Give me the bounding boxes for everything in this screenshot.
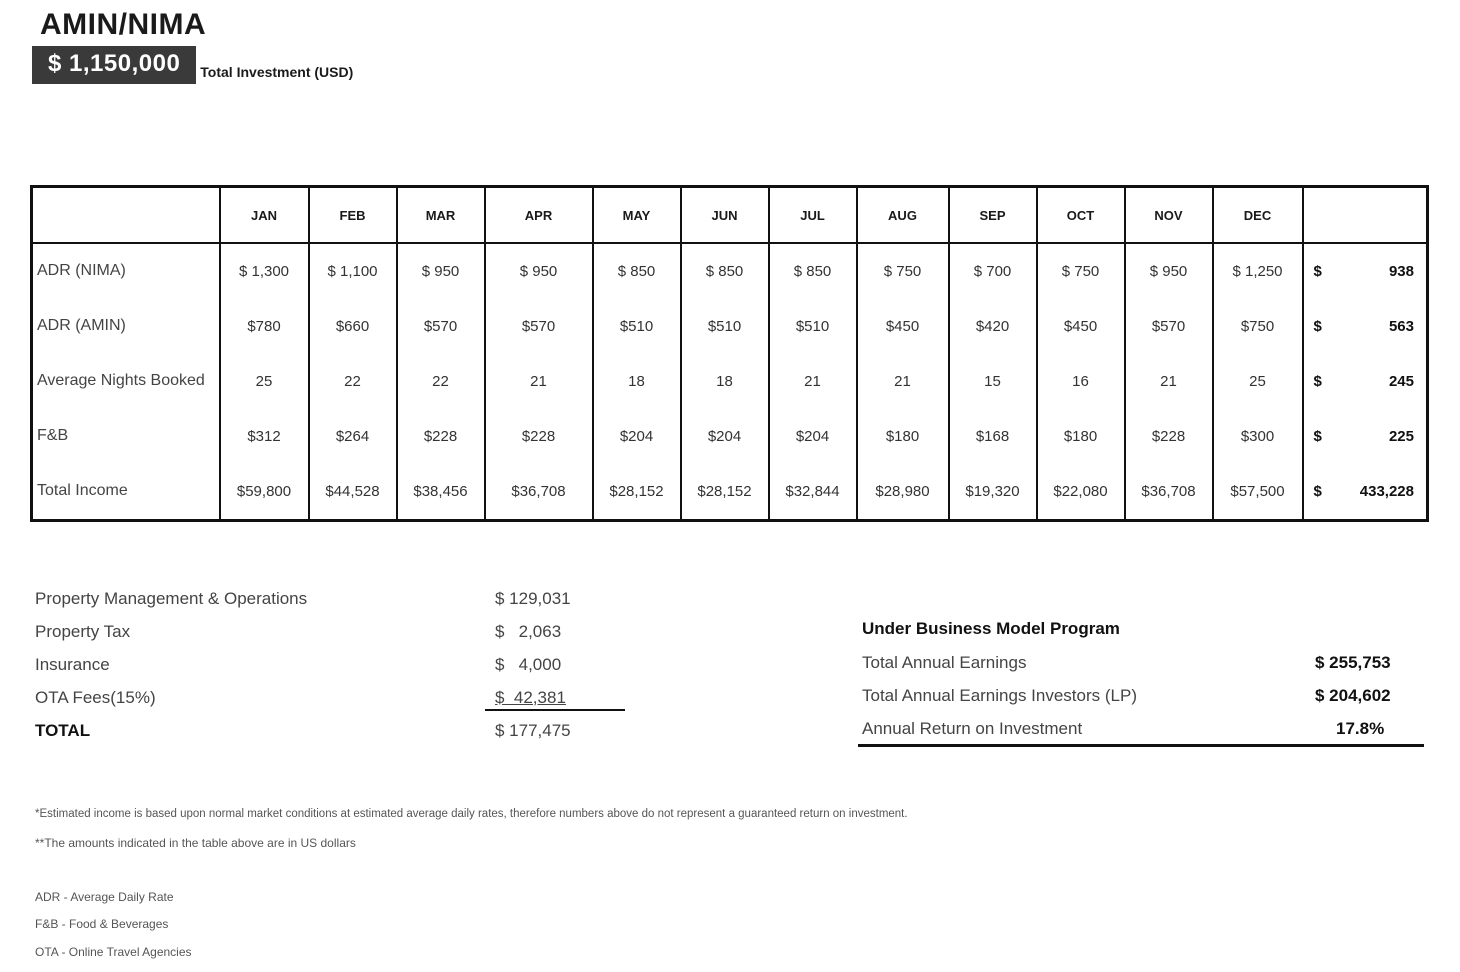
- table-cell: 25: [1213, 354, 1303, 409]
- business-model-underline: [858, 744, 1424, 747]
- table-cell: $264: [309, 409, 397, 464]
- month-header: DEC: [1213, 187, 1303, 244]
- table-cell: $450: [857, 299, 949, 354]
- table-row: [32, 409, 1428, 464]
- table-cell: $38,456: [397, 464, 485, 521]
- month-header: MAR: [397, 187, 485, 244]
- table-cell: $ 1,100: [309, 243, 397, 299]
- table-cell: $ 1,250: [1213, 243, 1303, 299]
- expense-value: $ 2,063: [495, 621, 562, 641]
- table-header-row: [32, 187, 1428, 244]
- row-total-value: 245: [1388, 373, 1414, 390]
- expense-row: [35, 615, 562, 648]
- expense-row: [35, 681, 566, 714]
- table-cell: $750: [1213, 299, 1303, 354]
- table-cell: $450: [1037, 299, 1125, 354]
- month-header: OCT: [1037, 187, 1125, 244]
- header-total-cell: [1303, 187, 1428, 244]
- expense-value: $ 42,381: [495, 687, 566, 707]
- business-model-value: $ 204,602: [1315, 685, 1391, 705]
- row-label: Average Nights Booked: [37, 372, 205, 390]
- month-header: AUG: [857, 187, 949, 244]
- expense-sum-divider: [485, 709, 625, 711]
- row-total-cell: [1303, 354, 1428, 409]
- month-header: JUN: [681, 187, 769, 244]
- table-cell: $ 700: [949, 243, 1037, 299]
- table-cell: 22: [397, 354, 485, 409]
- table-cell: $28,152: [593, 464, 681, 521]
- business-model-row: [862, 646, 1424, 679]
- currency-sign: $: [1313, 373, 1322, 390]
- table-cell: $36,708: [1125, 464, 1213, 521]
- expense-total-row: [35, 714, 571, 747]
- expense-label: Insurance: [35, 654, 110, 674]
- expense-label: OTA Fees(15%): [35, 687, 156, 707]
- currency-note: **The amounts indicated in the table above are in US dollars: [35, 836, 356, 850]
- table-row: [32, 243, 1428, 299]
- table-cell: $32,844: [769, 464, 857, 521]
- table-cell: $57,500: [1213, 464, 1303, 521]
- row-total-cell: [1303, 464, 1428, 521]
- table-row: [32, 354, 1428, 409]
- business-model-value: $ 255,753: [1315, 652, 1391, 672]
- row-total-value: 938: [1388, 263, 1414, 280]
- expense-total-label: TOTAL: [35, 720, 91, 740]
- table-row: [32, 299, 1428, 354]
- month-header: APR: [485, 187, 593, 244]
- table-cell: $204: [593, 409, 681, 464]
- currency-sign: $: [1313, 318, 1322, 335]
- table-cell: $ 850: [681, 243, 769, 299]
- expense-value: $ 129,031: [495, 588, 571, 608]
- table-cell: $180: [857, 409, 949, 464]
- table-cell: 18: [593, 354, 681, 409]
- glossary-item: OTA - Online Travel Agencies: [35, 945, 192, 959]
- table-cell: $204: [769, 409, 857, 464]
- table-cell: $228: [397, 409, 485, 464]
- table-row: [32, 464, 1428, 521]
- table-cell: $510: [769, 299, 857, 354]
- table-cell: $ 850: [593, 243, 681, 299]
- table-cell: 21: [769, 354, 857, 409]
- investment-summary: [32, 46, 353, 84]
- expense-row: [35, 648, 562, 681]
- table-cell: $ 750: [1037, 243, 1125, 299]
- table-cell: 21: [857, 354, 949, 409]
- table-cell: $300: [1213, 409, 1303, 464]
- table-cell: 16: [1037, 354, 1125, 409]
- table-cell: $420: [949, 299, 1037, 354]
- month-header: FEB: [309, 187, 397, 244]
- table-cell: 15: [949, 354, 1037, 409]
- expense-label: Property Management & Operations: [35, 588, 308, 608]
- monthly-income-table: [30, 185, 1429, 522]
- table-cell: $570: [1125, 299, 1213, 354]
- row-label: Total Income: [37, 482, 128, 500]
- month-header: SEP: [949, 187, 1037, 244]
- table-cell: $168: [949, 409, 1037, 464]
- investment-amount-badge: $ 1,150,000: [32, 46, 196, 84]
- table-cell: $180: [1037, 409, 1125, 464]
- table-cell: $44,528: [309, 464, 397, 521]
- business-model-label: Annual Return on Investment: [862, 718, 1083, 738]
- currency-sign: $: [1313, 483, 1322, 500]
- table-cell: $28,980: [857, 464, 949, 521]
- expense-row: [35, 582, 571, 615]
- currency-sign: $: [1313, 428, 1322, 445]
- table-cell: $228: [1125, 409, 1213, 464]
- table-cell: $ 750: [857, 243, 949, 299]
- table-cell: $19,320: [949, 464, 1037, 521]
- row-total-value: 225: [1388, 428, 1414, 445]
- business-model-label: Total Annual Earnings: [862, 652, 1027, 672]
- table-cell: 18: [681, 354, 769, 409]
- month-header: NOV: [1125, 187, 1213, 244]
- table-cell: $780: [220, 299, 309, 354]
- table-cell: 25: [220, 354, 309, 409]
- expense-label: Property Tax: [35, 621, 131, 641]
- table-cell: $ 850: [769, 243, 857, 299]
- table-cell: $570: [397, 299, 485, 354]
- row-label: ADR (NIMA): [37, 262, 126, 280]
- table-cell: $510: [593, 299, 681, 354]
- table-body: [32, 243, 1428, 521]
- disclaimer-note: *Estimated income is based upon normal market conditions at estimated average daily rates, therefore numbers above do not represent a guaranteed return on investment.: [35, 808, 908, 820]
- table-cell: $28,152: [681, 464, 769, 521]
- table-cell: $ 950: [1125, 243, 1213, 299]
- business-model-heading-row: [862, 612, 1424, 645]
- business-model-value: 17.8%: [1336, 718, 1385, 738]
- table-cell: $ 1,300: [220, 243, 309, 299]
- business-model-row: [862, 712, 1424, 745]
- table-cell: 22: [309, 354, 397, 409]
- currency-sign: $: [1313, 263, 1322, 280]
- month-header: MAY: [593, 187, 681, 244]
- table-cell: $228: [485, 409, 593, 464]
- table-cell: $312: [220, 409, 309, 464]
- document-title: AMIN/NIMA: [40, 8, 207, 41]
- business-model-heading: Under Business Model Program: [862, 618, 1120, 638]
- business-model-label: Total Annual Earnings Investors (LP): [862, 685, 1137, 705]
- row-total-cell: [1303, 409, 1428, 464]
- header-blank-cell: [32, 187, 220, 244]
- table-cell: $510: [681, 299, 769, 354]
- table-cell: $204: [681, 409, 769, 464]
- row-total-cell: [1303, 243, 1428, 299]
- table-cell: 21: [485, 354, 593, 409]
- table-cell: $660: [309, 299, 397, 354]
- month-header: JAN: [220, 187, 309, 244]
- row-total-cell: [1303, 299, 1428, 354]
- table-cell: $570: [485, 299, 593, 354]
- table-cell: $22,080: [1037, 464, 1125, 521]
- glossary-item: ADR - Average Daily Rate: [35, 890, 174, 904]
- table-cell: $59,800: [220, 464, 309, 521]
- table-cell: $ 950: [397, 243, 485, 299]
- expense-total-value: $ 177,475: [495, 720, 571, 740]
- row-label: F&B: [37, 427, 69, 445]
- month-header: JUL: [769, 187, 857, 244]
- table-cell: 21: [1125, 354, 1213, 409]
- glossary-item: F&B - Food & Beverages: [35, 917, 169, 931]
- row-label: ADR (AMIN): [37, 317, 126, 335]
- row-total-value: 563: [1388, 318, 1414, 335]
- business-model-row: [862, 679, 1424, 712]
- table-cell: $ 950: [485, 243, 593, 299]
- expense-value: $ 4,000: [495, 654, 562, 674]
- row-total-value: 433,228: [1359, 483, 1414, 500]
- table-cell: $36,708: [485, 464, 593, 521]
- investment-label: Total Investment (USD): [200, 64, 354, 80]
